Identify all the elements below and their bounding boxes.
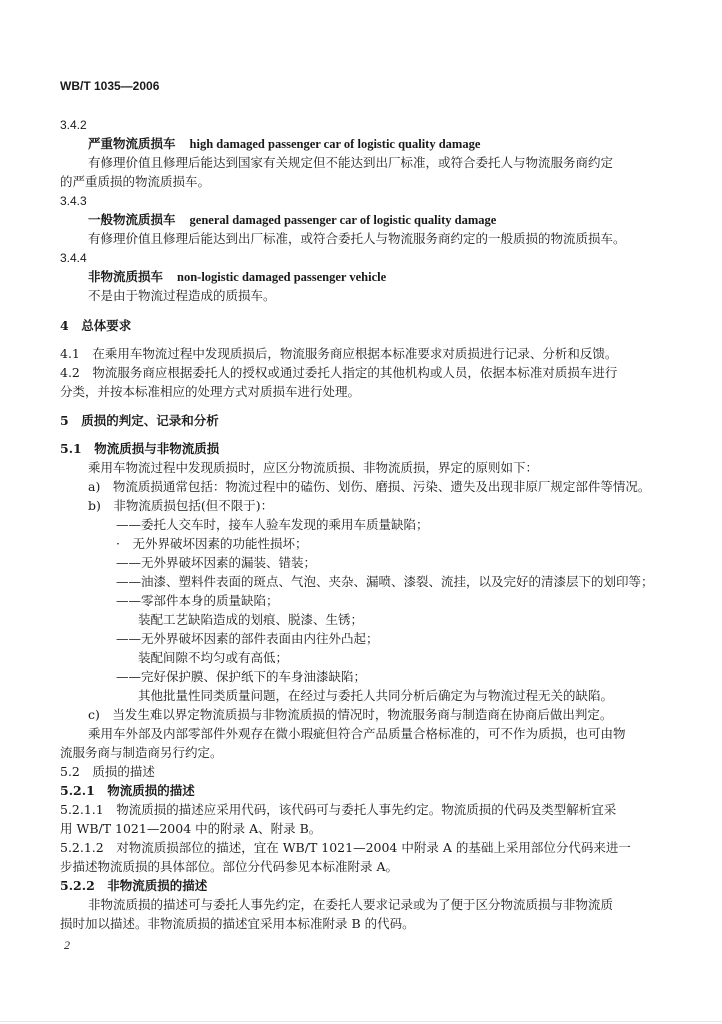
line-text: 乘用车外部及内部零部件外观存在微小瑕疵但符合产品质量合格标准的，可不作为质损，也可由物 <box>88 726 626 741</box>
text-line <box>60 174 210 190</box>
text-line <box>60 840 631 856</box>
text-line <box>116 631 379 647</box>
text-line <box>138 650 288 666</box>
line-text: 3.4.2 <box>60 118 87 132</box>
line-text: 5.2.1 物流质损的描述 <box>60 783 195 798</box>
line-text: ——油漆、塑料件表面的斑点、气泡、夹杂、漏喷、漆裂、流挂，以及完好的清漆层下的划印等； <box>116 574 654 589</box>
text-line <box>88 707 612 723</box>
text-line <box>88 269 386 285</box>
text-line <box>60 117 87 133</box>
line-text: a) 物流质损通常包括：物流过程中的磕伤、划伤、磨损、污染、遗失及出现非原厂规定部件等情况。 <box>88 479 651 494</box>
line-text: 装配工艺缺陷造成的划痕、脱漆、生锈； <box>138 612 364 627</box>
line-text: b) 非物流质损包括(但不限于)： <box>88 498 274 513</box>
text-line <box>60 821 321 837</box>
text-line <box>116 536 307 552</box>
line-text: 非物流质损车 <box>88 269 164 284</box>
line-text: ——完好保护膜、保护纸下的车身油漆缺陷； <box>116 669 367 684</box>
text-line <box>116 517 429 533</box>
line-text: 3.4.4 <box>60 251 87 265</box>
text-line <box>88 498 273 514</box>
line-text: ——零部件本身的质量缺陷； <box>116 593 279 608</box>
text-line <box>88 212 496 228</box>
text-line <box>116 555 316 571</box>
text-line <box>60 250 87 266</box>
line-text: · 无外界破坏因素的功能性损坏； <box>116 536 308 551</box>
text-line <box>60 413 219 429</box>
line-text: c) 当发生难以界定物流质损与非物流质损的情况时，物流服务商与制造商在协商后做出判定。 <box>88 707 613 722</box>
text-line <box>88 479 650 495</box>
text-line <box>88 136 480 152</box>
english-term: non-logistic damaged passenger vehicle <box>177 270 387 284</box>
text-line <box>60 193 87 209</box>
line-text: 不是由于物流过程造成的质损车。 <box>88 288 276 303</box>
line-text: 4.2 物流服务商应根据委托人的授权或通过委托人指定的其他机构或人员，依据本标准对质损车进行 <box>60 365 618 380</box>
standard-code-header: WB/T 1035—2006 <box>60 79 160 93</box>
english-term: high damaged passenger car of logistic quality damage <box>189 137 481 151</box>
line-text: 严重物流质损车 <box>88 136 176 151</box>
line-text: 5.2 质损的描述 <box>60 764 155 779</box>
text-line <box>88 288 276 304</box>
text-line <box>60 365 617 381</box>
line-text: 4 总体要求 <box>60 318 132 333</box>
line-text: 5.1 物流质损与非物流质损 <box>60 441 220 456</box>
text-line <box>60 878 207 894</box>
line-text: 流服务商与制造商另行约定。 <box>60 745 223 760</box>
line-text: 分类，并按本标准相应的处理方式对质损车进行处理。 <box>60 384 361 399</box>
line-text: 5.2.1.2 对物流质损部位的描述，宜在 WB/T 1021—2004 中附录 A 的基础上采用部位分代码来进一 <box>60 840 631 855</box>
text-line <box>60 346 617 362</box>
text-line <box>88 897 613 913</box>
line-text: 用 WB/T 1021—2004 中的附录 A、附录 B。 <box>60 821 322 836</box>
page-number: 2 <box>64 938 70 952</box>
line-text: 的严重质损的物流质损车。 <box>60 174 211 189</box>
line-text: 一般物流质损车 <box>88 212 176 227</box>
text-line <box>60 441 219 457</box>
line-text: 3.4.3 <box>60 194 87 208</box>
line-text: 非物流质损的描述可与委托人事先约定，在委托人要求记录或为了便于区分物流质损与非物流质 <box>88 897 614 912</box>
line-text: 乘用车物流过程中发现质损时，应区分物流质损、非物流质损，界定的原则如下： <box>88 460 539 475</box>
bottom-scan-edge <box>0 1021 722 1022</box>
text-line <box>88 460 538 476</box>
line-text: 有修理价值且修理后能达到国家有关规定但不能达到出厂标准，或符合委托人与物流服务商约定 <box>88 155 614 170</box>
line-text: 5 质损的判定、记录和分析 <box>60 413 219 428</box>
text-line <box>60 745 223 761</box>
line-text: 4.1 在乘用车物流过程中发现质损后，物流服务商应根据本标准要求对质损进行记录、分析和反馈。 <box>60 346 618 361</box>
line-text: ——无外界破坏因素的漏装、错装； <box>116 555 317 570</box>
text-line <box>88 726 626 742</box>
line-text: 损时加以描述。非物流质损的描述宜采用本标准附录 B 的代码。 <box>60 916 415 931</box>
text-line <box>60 764 155 780</box>
english-term: general damaged passenger car of logistic quality damage <box>189 213 497 227</box>
text-line <box>116 593 279 609</box>
text-line <box>60 916 415 932</box>
text-line <box>116 669 366 685</box>
text-line <box>88 155 613 171</box>
text-line <box>138 688 613 704</box>
text-line <box>116 574 654 590</box>
line-text: 步描述物流质损的具体部位。部位分代码参见本标准附录 A。 <box>60 859 399 874</box>
text-line <box>60 859 398 875</box>
text-line <box>60 783 195 799</box>
text-line <box>60 384 360 400</box>
text-line <box>138 612 363 628</box>
line-text: 其他批量性同类质量问题，在经过与委托人共同分析后确定为与物流过程无关的缺陷。 <box>138 688 614 703</box>
line-text: 5.2.1.1 物流质损的描述应采用代码，该代码可与委托人事先约定。物流质损的代码及类型解析宜采 <box>60 802 617 817</box>
line-text: ——委托人交车时，接车人验车发现的乘用车质量缺陷； <box>116 517 429 532</box>
text-line <box>60 802 616 818</box>
text-line <box>60 318 131 334</box>
text-line <box>88 231 626 247</box>
line-text: 5.2.2 非物流质损的描述 <box>60 878 208 893</box>
line-text: 装配间隙不均匀或有高低； <box>138 650 289 665</box>
line-text: 有修理价值且修理后能达到出厂标准，或符合委托人与物流服务商约定的一般质损的物流质损车。 <box>88 231 626 246</box>
line-text: ——无外界破坏因素的部件表面由内往外凸起； <box>116 631 379 646</box>
